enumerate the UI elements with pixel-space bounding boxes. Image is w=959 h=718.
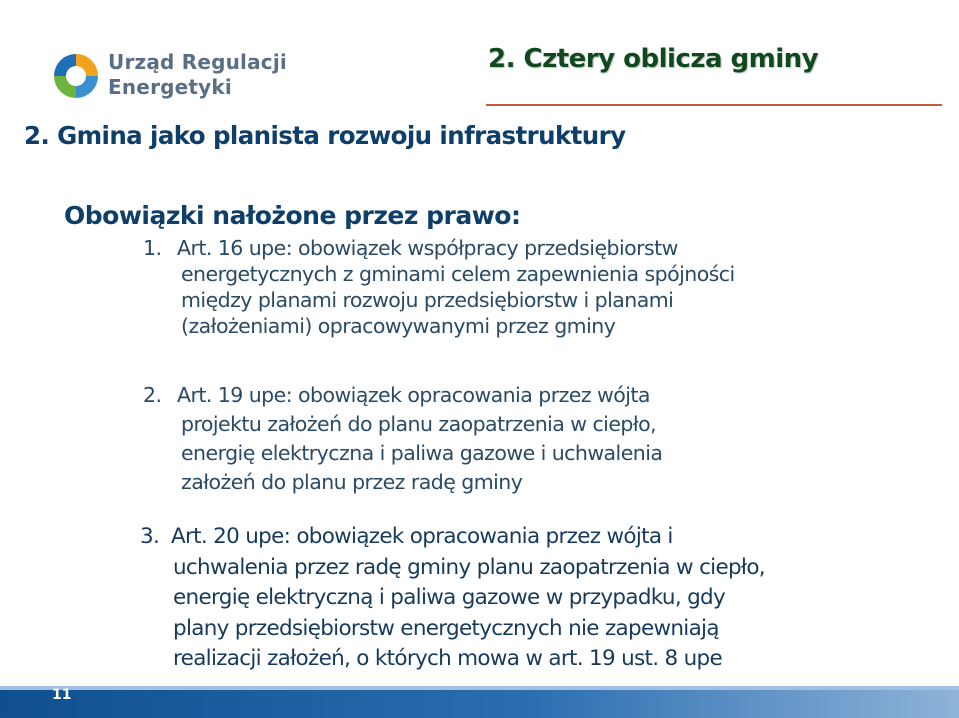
item-2-text: Art. 19 upe: obowiązek opracowania przez wójta (177, 383, 650, 407)
section-title: 2. Cztery oblicza gminy (488, 44, 819, 74)
ure-logo (50, 48, 287, 108)
item-1-line-4: (założeniami) opracowywanymi przez gminy (181, 314, 616, 338)
obligation-item-1 (143, 235, 735, 339)
logo-line-2: Energetyki (108, 75, 232, 99)
obligation-item-3 (140, 522, 765, 675)
item-3-line-3: energię elektryczną i paliwa gazowe w przypadku, gdy (173, 585, 726, 610)
item-3-line-4: plany przedsiębiorstw energetycznych nie zapewniają (173, 615, 719, 641)
ure-logo-text (108, 50, 287, 100)
title-divider (486, 104, 942, 106)
item-1-line-3: między planami rozwoju przedsiębiorstw i planami (181, 288, 674, 312)
page-number: 11 (52, 687, 72, 703)
item-3-line-2: uchwalenia przez radę gminy planu zaopatrzenia w ciepło, (173, 554, 765, 580)
item-2-line-4: założeń do planu przez radę gminy (181, 470, 523, 494)
slide-subtitle: 2. Gmina jako planista rozwoju infrastruktury (24, 121, 626, 150)
item-3-line-1 (140, 522, 765, 553)
item-2-line-1 (143, 381, 662, 410)
item-2-line-2: projektu założeń do planu zaopatrzenia w ciepło, (181, 412, 657, 436)
item-3-text: Art. 20 upe: obowiązek opracowania przez wójta i (171, 524, 673, 549)
item-1-number: 1. (143, 236, 162, 260)
item-2-number: 2. (143, 383, 162, 407)
item-1-line-2: energetycznych z gminami celem zapewnienia spójności (181, 262, 735, 286)
obligation-item-2 (143, 381, 662, 497)
item-1-text: Art. 16 upe: obowiązek współpracy przedsiębiorstw (177, 236, 678, 260)
obligations-heading: Obowiązki nałożone przez prawo: (64, 201, 521, 230)
item-3-number: 3. (140, 524, 160, 549)
logo-line-1: Urząd Regulacji (108, 50, 287, 74)
item-2-line-3: energię elektryczna i paliwa gazowe i uchwalenia (181, 441, 663, 465)
ure-logo-icon (50, 50, 102, 102)
item-1-line-1 (143, 235, 735, 261)
footer-bar (0, 686, 959, 718)
item-3-line-5: realizacji założeń, o których mowa w art. 19 ust. 8 upe (173, 646, 723, 671)
